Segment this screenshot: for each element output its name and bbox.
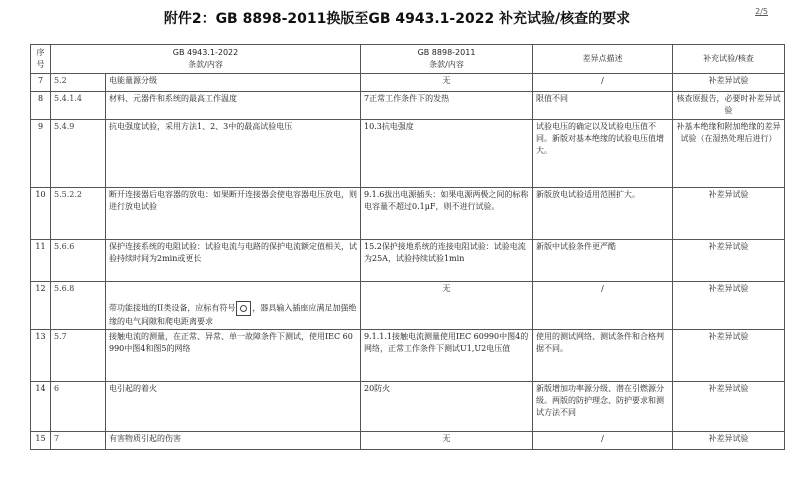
old-clause: 无 [361, 432, 533, 450]
table-row [31, 74, 785, 92]
difference-description: 限值不同 [533, 92, 673, 120]
difference-description: 新版增加功率源分级、潜在引燃源分级。两版的防护理念、防护要求和测试方法不同 [533, 382, 673, 432]
old-clause: 10.3抗电强度 [361, 120, 533, 188]
comparison-table [30, 44, 785, 450]
difference-description: / [533, 282, 673, 330]
header-std-old: GB 8898-2011 条款/内容 [361, 45, 533, 74]
clause-number: 5.2 [51, 74, 106, 92]
functional-earth-symbol-icon [236, 301, 251, 316]
supplementary-action: 补基本绝缘和附加绝缘的差异试验（在湿热处理后进行） [673, 120, 785, 188]
clause-number: 5.7 [51, 330, 106, 382]
row-number: 13 [31, 330, 51, 382]
clause-content: 有害物质引起的伤害 [106, 432, 361, 450]
row-number: 9 [31, 120, 51, 188]
difference-description: 新版中试验条件更严酷 [533, 240, 673, 282]
difference-description: / [533, 74, 673, 92]
difference-description: 使用的测试网络、测试条件和合格判据不同。 [533, 330, 673, 382]
clause-content: 保护连接系统的电阻试验：试验电流与电路的保护电流额定值相关，试验持续时间为2min或更长 [106, 240, 361, 282]
table-row [31, 382, 785, 432]
supplementary-action: 补差异试验 [673, 188, 785, 240]
supplementary-action: 补差异试验 [673, 74, 785, 92]
old-clause: 15.2保护接地系统的连接电阻试验：试验电流为25A，试验持续试验1min [361, 240, 533, 282]
table-row [31, 330, 785, 382]
clause-number: 6 [51, 382, 106, 432]
supplementary-action: 补差异试验 [673, 330, 785, 382]
header-std-new: GB 4943.1-2022 条款/内容 [51, 45, 361, 74]
row-number: 7 [31, 74, 51, 92]
table-row [31, 120, 785, 188]
clause-content-pre: 带功能接地的II类设备，应标有符号 [109, 303, 236, 313]
clause-number: 7 [51, 432, 106, 450]
clause-content-post: ，器具输入插座应满足加强绝缘的电气间隙和爬电距离要求 [109, 303, 357, 326]
old-clause: 无 [361, 74, 533, 92]
clause-content: 材料、元器件和系统的最高工作温度 [106, 92, 361, 120]
difference-description: 新版放电试验适用范围扩大。 [533, 188, 673, 240]
clause-content: 电能量源分级 [106, 74, 361, 92]
table-row [31, 282, 785, 330]
row-number: 12 [31, 282, 51, 330]
supplementary-action: 补差异试验 [673, 240, 785, 282]
header-diff: 差异点描述 [533, 45, 673, 74]
supplementary-action: 补差异试验 [673, 382, 785, 432]
old-clause: 9.1.1.1接触电流测量使用IEC 60990中图4的网络，正常工作条件下测试U1,U2电压值 [361, 330, 533, 382]
old-clause: 9.1.6拔出电源插头：如果电源两极之间的标称电容量不超过0.1μF，则不进行试验。 [361, 188, 533, 240]
clause-number: 5.6.6 [51, 240, 106, 282]
clause-number: 5.4.9 [51, 120, 106, 188]
old-clause: 无 [361, 282, 533, 330]
header-seq: 序号 [31, 45, 51, 74]
clause-number: 5.4.1.4 [51, 92, 106, 120]
table-row [31, 432, 785, 450]
supplementary-action: 补差异试验 [673, 282, 785, 330]
row-number: 15 [31, 432, 51, 450]
clause-content: 断开连接器后电容器的放电：如果断开连接器会使电容器电压放电，则进行放电试验 [106, 188, 361, 240]
row-number: 14 [31, 382, 51, 432]
clause-content [106, 282, 361, 330]
row-number: 11 [31, 240, 51, 282]
clause-content: 抗电强度试验，采用方法1、2、3中的最高试验电压 [106, 120, 361, 188]
row-number: 10 [31, 188, 51, 240]
clause-content: 电引起的着火 [106, 382, 361, 432]
supplementary-action: 核查原报告，必要时补差异试验 [673, 92, 785, 120]
table-row [31, 240, 785, 282]
clause-number: 5.6.8 [51, 282, 106, 330]
difference-description: / [533, 432, 673, 450]
table-row [31, 188, 785, 240]
table-header-row [31, 45, 785, 74]
clause-number: 5.5.2.2 [51, 188, 106, 240]
clause-content: 接触电流的测量，在正常、异常、单一故障条件下测试，使用IEC 60990中图4和图5的网络 [106, 330, 361, 382]
header-action: 补充试验/核查 [673, 45, 785, 74]
old-clause: 20防火 [361, 382, 533, 432]
row-number: 8 [31, 92, 51, 120]
old-clause: 7正常工作条件下的发热 [361, 92, 533, 120]
table-row [31, 92, 785, 120]
document-title: 附件2：GB 8898-2011换版至GB 4943.1-2022 补充试验/核查的要求 [163, 11, 631, 27]
supplementary-action: 补差异试验 [673, 432, 785, 450]
difference-description: 试验电压的确定以及试验电压值不同。新版对基本绝缘的试验电压值增大。 [533, 120, 673, 188]
page-indicator: 2/5 [755, 7, 768, 16]
